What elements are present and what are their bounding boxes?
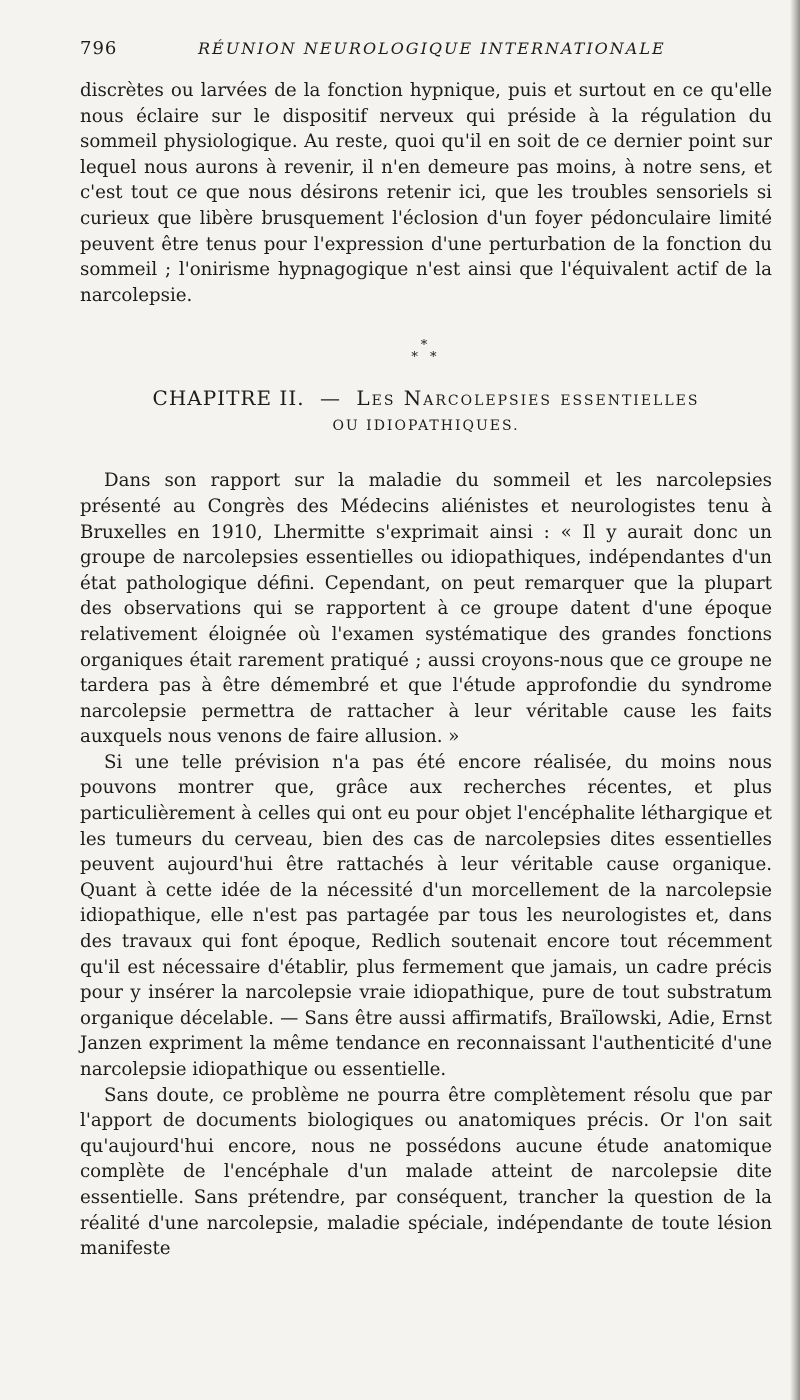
section-separator bbox=[80, 340, 772, 364]
page-header bbox=[80, 38, 772, 68]
separator-asterisks: * * * bbox=[411, 338, 441, 366]
chapter-dash: — bbox=[319, 386, 341, 411]
page-number: 796 bbox=[80, 38, 118, 59]
chapter-number: CHAPITRE II. bbox=[152, 386, 305, 411]
paragraph-1: Dans son rapport sur la maladie du sommeil et les narcolepsies présenté au Congrès des Médecins aliénistes et neurologistes tenu à Bruxelles en 1910, Lhermitte s'exprimait ainsi : « Il y aurait donc un groupe de narcolepsies essentielles ou idiopathiques, indépendantes d'un état pathologique défini. Cependant, on peut remarquer que la plupart des observations qui se rapportent à ce groupe datent d'une époque relativement éloignée où l'examen systématique des grandes fonctions organiques était rarement pratiqué ; aussi croyons-nous que ce groupe ne tardera pas à être démembré et que l'étude approfondie du syndrome narcolepsie permettra de rattacher à leur véritable cause les faits auxquels nous venons de faire allusion. » bbox=[80, 470, 772, 748]
chapter-title-line2: OU IDIOPATHIQUES. bbox=[332, 418, 520, 435]
intro-paragraph: discrètes ou larvées de la fonction hypnique, puis et surtout en ce qu'elle nous éclaire sur le dispositif nerveux qui préside à la régulation du sommeil physiologique. Au reste, quoi qu'il en soit de ce dernier point sur lequel nous aurons à revenir, il n'en demeure pas moins, à notre sens, et c'est tout ce que nous désirons retenir ici, que les troubles sensoriels si curieux que libère brusquement l'éclosion d'un foyer pédonculaire limité peuvent être tenus pour l'expression d'une perturbation de la fonction du sommeil ; l'onirisme hypnagogique n'est ainsi que l'équivalent actif de la narcolepsie. bbox=[80, 80, 772, 306]
chapter-heading bbox=[80, 386, 772, 410]
running-title: RÉUNION NEUROLOGIQUE INTERNATIONALE bbox=[198, 39, 666, 58]
book-spine-shadow bbox=[790, 0, 800, 1400]
paragraph-3: Sans doute, ce problème ne pourra être complètement résolu que par l'apport de documents biologiques ou anatomiques précis. Or l'on sait qu'aujourd'hui encore, nous ne possédons aucune étude anatomique complète de l'encéphale d'un malade atteint de narcolepsie dite essentielle. Sans prétendre, par conséquent, trancher la question de la réalité d'une narcolepsie, maladie spéciale, indépendante de toute lésion manifeste bbox=[80, 1084, 772, 1260]
chapter-title-line1: Les Narcolepsies essentielles bbox=[356, 386, 700, 411]
paragraph-2: Si une telle prévision n'a pas été encore réalisée, du moins nous pouvons montrer que, grâce aux recherches récentes, et plus particulièrement à celles qui ont eu pour objet l'encéphalite léthargique et les tumeurs du cerveau, bien des cas de narcolepsies dites essentielles peuvent aujourd'hui être rattachés à leur véritable cause organique. Quant à cette idée de la nécessité d'un morcellement de la narcolepsie idiopathique, elle n'est pas partagée par tous les neurologistes et, dans des travaux qui font époque, Redlich soutenait encore tout récemment qu'il est nécessaire d'établir, plus fermement que jamais, un cadre précis pour y insérer la narcolepsie vraie idiopathique, pure de tout substratum organique décelable. — Sans être aussi affirmatifs, Braïlowski, Adie, Ernst Janzen expriment la même tendance en reconnaissant l'authenticité d'une narcolepsie idiopathique ou essentielle. bbox=[80, 751, 772, 1080]
